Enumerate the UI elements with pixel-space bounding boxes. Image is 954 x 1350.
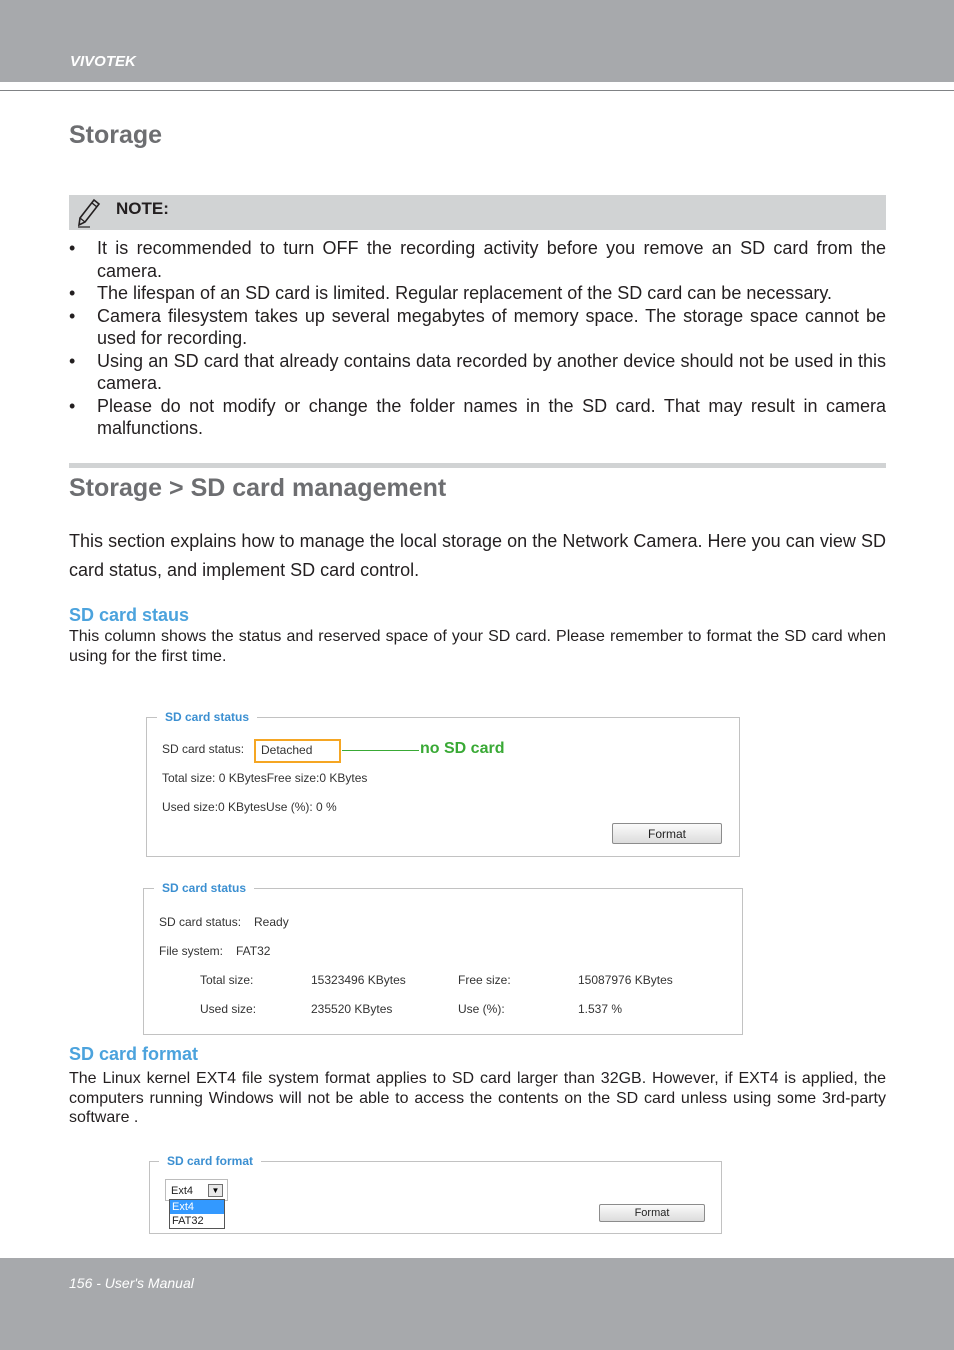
- free-size-value: 15087976 KBytes: [578, 973, 673, 987]
- sd-status-value-highlight: Detached: [254, 739, 341, 763]
- header-band: [0, 0, 954, 82]
- free-size-label: Free size:: [458, 973, 511, 987]
- chevron-down-icon[interactable]: ▼: [208, 1184, 223, 1197]
- note-item: • Camera filesystem takes up several megabytes of memory space. The storage space cannot be used for recording.: [69, 305, 886, 350]
- note-item: • Please do not modify or change the folder names in the SD card. That may result in camera malfunctions.: [69, 395, 886, 440]
- total-free-size-line: Total size: 0 KBytesFree size:0 KBytes: [162, 771, 368, 785]
- panel-legend: SD card format: [159, 1154, 261, 1168]
- section-title: Storage > SD card management: [69, 474, 447, 502]
- pencil-icon: [76, 198, 102, 228]
- filesystem-select-value: Ext4: [171, 1185, 194, 1197]
- sd-format-panel: [149, 1161, 722, 1234]
- dropdown-option-ext4[interactable]: Ext4: [170, 1200, 224, 1214]
- note-item: • The lifespan of an SD card is limited. Regular replacement of the SD card can be necessary.: [69, 282, 886, 305]
- note-list: [69, 237, 886, 440]
- used-size-label: Used size:: [200, 1002, 257, 1016]
- page-number: 156 - User's Manual: [69, 1275, 194, 1291]
- callout-line: [342, 750, 419, 751]
- header-rule: [0, 90, 954, 91]
- sd-status-label: SD card status:: [162, 742, 245, 756]
- section-divider: [69, 463, 886, 468]
- total-size-value: 15323496 KBytes: [311, 973, 406, 987]
- intro-paragraph: This section explains how to manage the local storage on the Network Camera. Here you can view SD card status, and implement SD card control.: [69, 531, 886, 580]
- dropdown-option-fat32[interactable]: FAT32: [172, 1215, 204, 1227]
- use-percent-label: Use (%):: [458, 1002, 505, 1016]
- format-button[interactable]: Format: [599, 1204, 705, 1222]
- sd-status-label: SD card status:: [159, 915, 242, 929]
- file-system-label: File system:: [159, 944, 224, 958]
- status-section-description: This column shows the status and reserved space of your SD card. Please remember to format the SD card when using for the first time.: [69, 628, 886, 665]
- used-size-line: Used size:0 KBytesUse (%): 0 %: [162, 800, 337, 814]
- format-section-description: The Linux kernel EXT4 file system format applies to SD card larger than 32GB. However, if EXT4 is applied, the computers running Windows will not be able to access the contents on the SD card unless using some 3rd-party software .: [69, 1070, 886, 1126]
- panel-legend: SD card status: [157, 710, 257, 724]
- note-label: NOTE:: [116, 199, 169, 218]
- note-item: • It is recommended to turn OFF the recording activity before you remove an SD card from the camera.: [69, 237, 886, 282]
- brand-logo-text: VIVOTEK: [70, 53, 136, 70]
- note-bar: [69, 195, 886, 230]
- total-size-label: Total size:: [200, 973, 254, 987]
- sd-status-value: Ready: [254, 915, 289, 929]
- footer-band: [0, 1258, 954, 1350]
- format-button[interactable]: Format: [612, 823, 722, 844]
- format-section-heading: SD card format: [69, 1044, 199, 1064]
- callout-text: no SD card: [420, 740, 505, 757]
- use-percent-value: 1.537 %: [578, 1002, 623, 1016]
- note-item: • Using an SD card that already contains data recorded by another device should not be used in this camera.: [69, 350, 886, 395]
- file-system-value: FAT32: [236, 944, 271, 958]
- used-size-value: 235520 KBytes: [311, 1002, 393, 1016]
- page-title: Storage: [69, 121, 163, 149]
- panel-legend: SD card status: [154, 881, 254, 895]
- status-section-heading: SD card staus: [69, 605, 190, 625]
